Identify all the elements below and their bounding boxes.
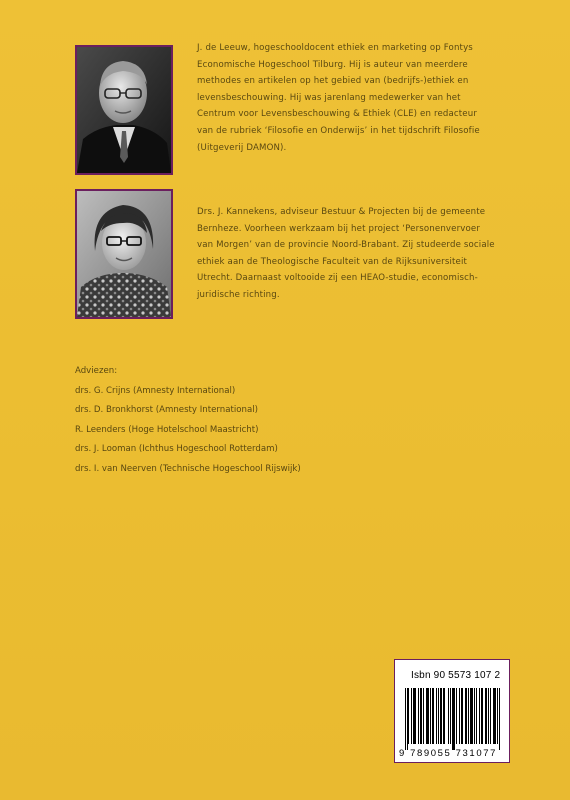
bio-line: Utrecht. Daarnaast voltooide zij een HEAO-studie, economisch- bbox=[197, 273, 478, 284]
bio-line: ethiek aan de Theologische Faculteit van de Rijksuniversiteit bbox=[197, 256, 468, 267]
bio-line: van Morgen’ van de provincie Noord-Brabant. Zij studeerde sociale bbox=[197, 240, 495, 251]
author1-photo bbox=[75, 45, 173, 175]
bio-line: levensbeschouwing. Hij was jarenlang medewerker van het bbox=[197, 92, 461, 103]
bio-line: Bernheze. Voorheen werkzaam bij het project ‘Personenvervoer bbox=[197, 223, 481, 234]
bio-line: Centrum voor Levensbeschouwing & Ethiek (CLE) en redacteur bbox=[197, 109, 478, 120]
ean-number: 9 789055 731077 bbox=[399, 748, 497, 759]
bio-line: Economische Hogeschool Tilburg. Hij is auteur van meerdere bbox=[197, 59, 468, 70]
bio-line: methodes en artikelen op het gebied van (bedrijfs-)ethiek en bbox=[197, 76, 469, 87]
bio-line: (Uitgeverij DAMON). bbox=[197, 142, 287, 153]
bio-line: J. de Leeuw, hogeschooldocent ethiek en marketing op Fontys bbox=[197, 43, 473, 53]
portrait-man-icon bbox=[77, 47, 171, 173]
author2-bio bbox=[197, 204, 527, 304]
bio-line: juridische richting. bbox=[197, 289, 280, 300]
bio-line: van de rubriek ‘Filosofie en Onderwijs’ in het tijdschrift Filosofie bbox=[197, 125, 480, 136]
author2-photo bbox=[75, 189, 173, 319]
barcode-box bbox=[394, 659, 510, 763]
advisor-item: drs. I. van Neerven (Technische Hogeschool Rijswijk) bbox=[75, 463, 301, 474]
bio-line: Drs. J. Kannekens, adviseur Bestuur & Projecten bij de gemeente bbox=[197, 207, 486, 217]
advisors-list bbox=[75, 362, 301, 479]
barcode-icon bbox=[405, 688, 501, 750]
isbn-label: Isbn 90 5573 107 2 bbox=[411, 670, 501, 681]
author1-bio bbox=[197, 40, 527, 156]
advisor-item: drs. D. Bronkhorst (Amnesty International) bbox=[75, 405, 258, 415]
advisor-item: drs. J. Looman (Ichthus Hogeschool Rotterdam) bbox=[75, 444, 278, 454]
advisor-item: R. Leenders (Hoge Hotelschool Maastricht) bbox=[75, 424, 259, 435]
advisors-heading: Adviezen: bbox=[75, 366, 118, 376]
advisor-item: drs. G. Crijns (Amnesty International) bbox=[75, 385, 236, 396]
portrait-woman-icon bbox=[77, 191, 171, 317]
